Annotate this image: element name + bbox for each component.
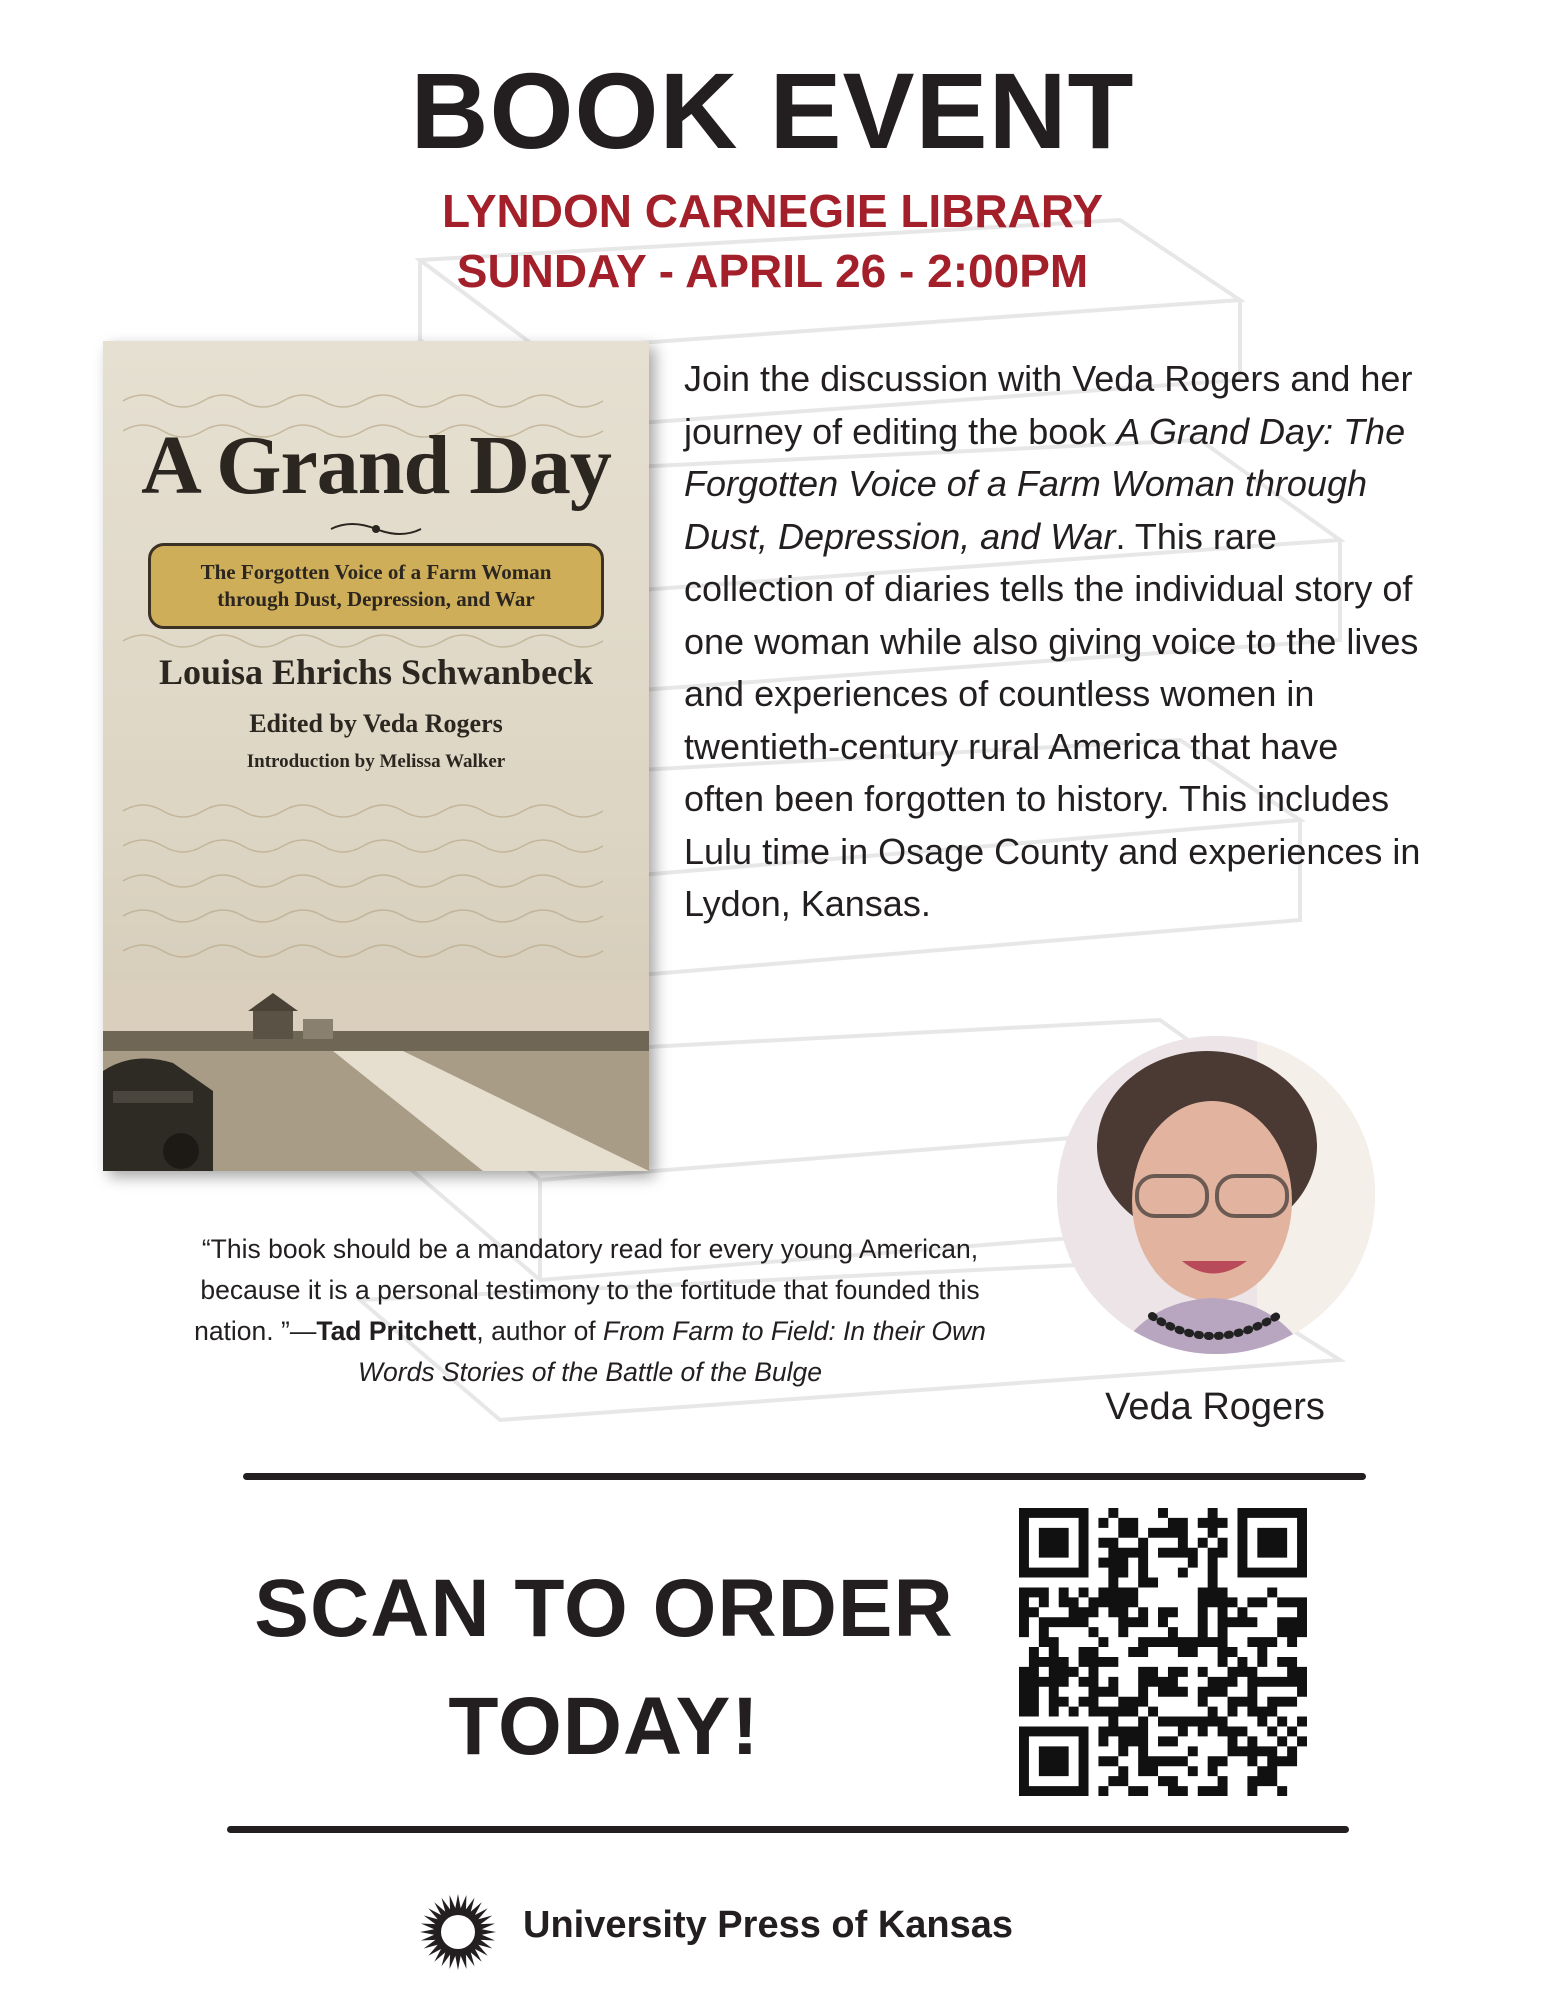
quote-attribution: Tad Pritchett [316, 1316, 477, 1346]
farm-road-photo [103, 981, 649, 1171]
sunburst-logo-icon [418, 1892, 498, 1972]
event-datetime: SUNDAY - APRIL 26 - 2:00PM [456, 245, 1089, 297]
cover-title: A Grand Day [141, 419, 611, 512]
cover-subtitle-line1: The Forgotten Voice of a Farm Woman [200, 559, 552, 584]
quote-text: “This book should be a mandatory read for every young American, because it is a personal testimony to the fortitude that founded this nation. ”— [194, 1234, 980, 1346]
publisher-name: University Press of Kansas [523, 1904, 1014, 1946]
cover-author: Louisa Ehrichs Schwanbeck [158, 652, 594, 692]
editor-name: Veda Rogers [1105, 1386, 1325, 1428]
venue-name: LYNDON CARNEGIE LIBRARY [441, 185, 1104, 237]
qr-code-icon[interactable] [1019, 1508, 1307, 1796]
cover-subtitle-band [148, 543, 604, 629]
cta-line2: TODAY! [448, 1681, 760, 1772]
divider-top [243, 1473, 1366, 1480]
quote-after: , author of [476, 1316, 604, 1346]
editor-photo [1057, 1036, 1375, 1354]
cover-subtitle-line2: through Dust, Depression, and War [217, 587, 535, 611]
cta-line1: SCAN TO ORDER [254, 1563, 954, 1654]
description-body: . This rare collection of diaries tells the individual story of one woman while also giving voice to the lives and experiences of countless women in twentieth-century rural America that have often been forgotten to history. This includes Lulu time in Osage County and experiences in Lydon, Kansas. [684, 515, 1421, 924]
cover-introduction: Introduction by Melissa Walker [246, 751, 506, 772]
order-cta [204, 1550, 1004, 1786]
editor-portrait [1057, 1036, 1375, 1354]
event-headline: BOOK EVENT [410, 50, 1135, 171]
description-book-title: A Grand Day: The Forgotten Voice of a Farm Woman through Dust, Depression, and War [684, 410, 1406, 557]
book-cover [103, 341, 649, 1171]
quote-work-title: From Farm to Field: In their Own Words Stories of the Battle of the Bulge [358, 1316, 986, 1387]
event-description [684, 353, 1424, 931]
description-intro: Join the discussion with Veda Rogers and her journey of editing the book [684, 358, 1413, 452]
ornament-icon [326, 519, 426, 539]
testimonial-quote [160, 1229, 1020, 1393]
divider-bottom [227, 1826, 1349, 1833]
cover-editor: Edited by Veda Rogers [249, 709, 503, 738]
